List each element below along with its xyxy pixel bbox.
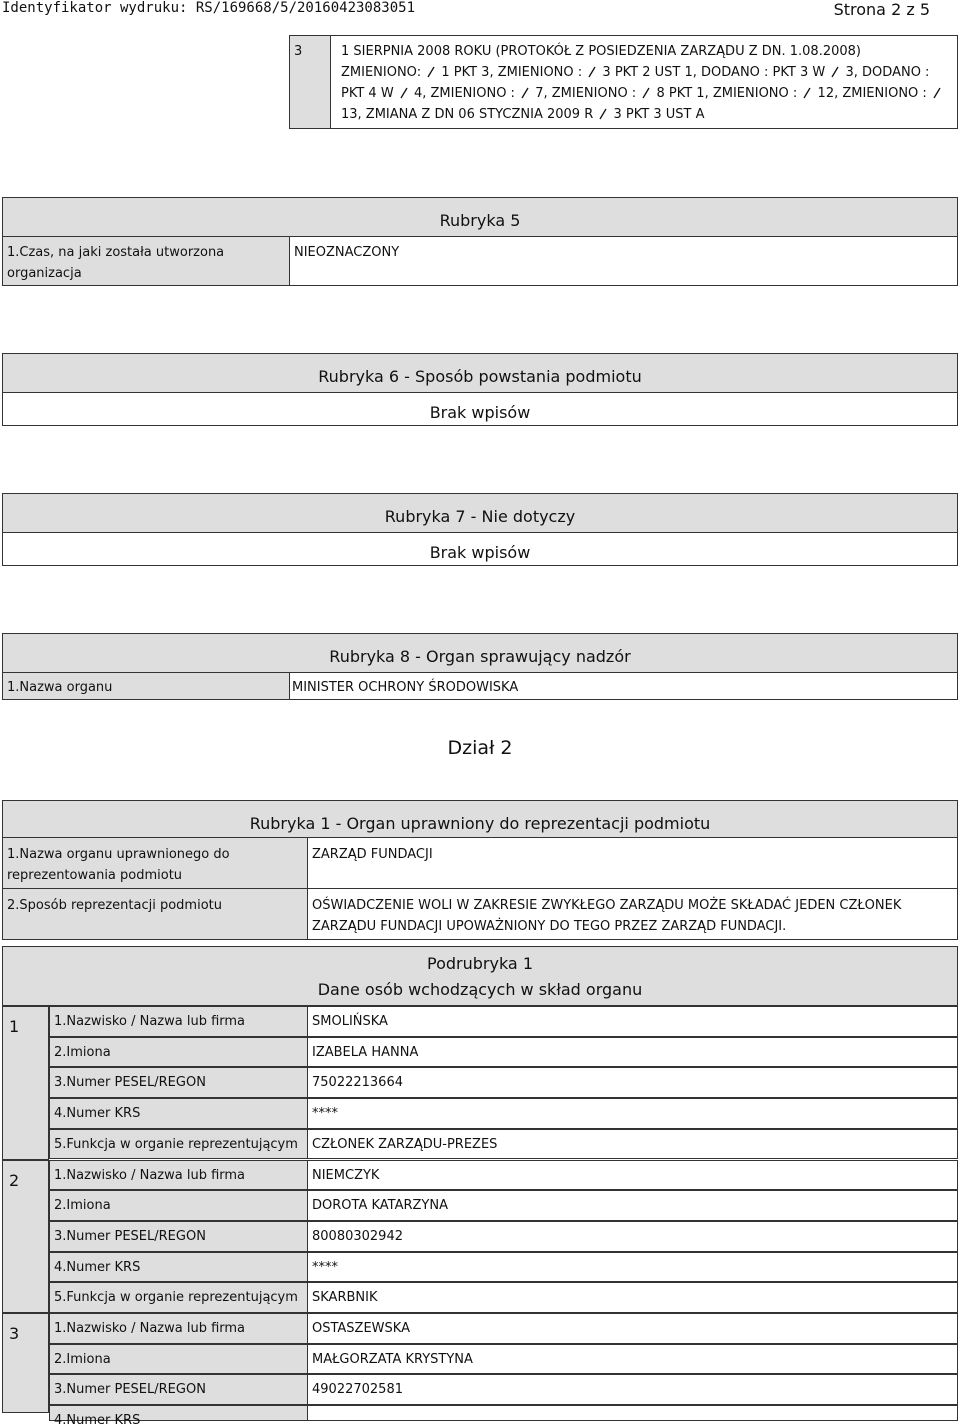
person-field-label: 3.Numer PESEL/REGON: [49, 1067, 308, 1098]
section-sign-icon: [829, 64, 841, 76]
person-field-label: 3.Numer PESEL/REGON: [49, 1221, 308, 1252]
person-field-value: IZABELA HANNA: [307, 1037, 958, 1068]
d2r1-title: Rubryka 1 - Organ uprawniony do reprezentacji podmiotu: [2, 800, 958, 838]
section-sign-icon: [586, 64, 598, 76]
entry-line-3: PKT 4 W 4, ZMIENIONO : 7, ZMIENIONO : 8 PKT 1, ZMIENIONO : 12, ZMIENIONO :: [341, 83, 943, 104]
entry-text: [341, 41, 943, 125]
section-sign-icon: [597, 106, 609, 118]
rubryka7-body: Brak wpisów: [2, 532, 958, 566]
person-number-cell: [2, 1313, 49, 1413]
person-field-label: 3.Numer PESEL/REGON: [49, 1374, 308, 1405]
person-field-value: 75022213664: [307, 1067, 958, 1098]
section-sign-icon: [640, 85, 652, 97]
person-field-label: 2.Imiona: [49, 1344, 308, 1375]
rubryka6-title: Rubryka 6 - Sposób powstania podmiotu: [2, 353, 958, 393]
section-sign-icon: [398, 85, 410, 97]
person-field-label: 4.Numer KRS: [49, 1098, 308, 1129]
rubryka5-value: NIEOZNACZONY: [289, 236, 958, 286]
person-field-label: 4.Numer KRS: [49, 1405, 308, 1421]
person-field-value: SMOLIŃSKA: [307, 1006, 958, 1037]
d2r1-value2: [307, 888, 958, 940]
person-field-value: 80080302942: [307, 1221, 958, 1252]
d2r1-label1: [2, 837, 308, 889]
rubryka8-title: Rubryka 8 - Organ sprawujący nadzór: [2, 633, 958, 673]
entry-line-2: ZMIENIONO: 1 PKT 3, ZMIENIONO : 3 PKT 2 UST 1, DODANO : PKT 3 W 3, DODANO :: [341, 65, 930, 80]
person-field-label: 1.Nazwisko / Nazwa lub firma: [49, 1313, 308, 1344]
person-field-label: 1.Nazwisko / Nazwa lub firma: [49, 1006, 308, 1037]
rubryka8-label: 1.Nazwa organu: [2, 672, 290, 700]
person-field-label: 2.Imiona: [49, 1037, 308, 1068]
podrubryka-subtitle: Dane osób wchodzących w skład organu: [317, 980, 643, 999]
podrubryka-title: Podrubryka 1: [427, 954, 533, 973]
person-number: 3: [9, 1324, 20, 1343]
page-number: Strona 2 z 5: [833, 0, 930, 19]
person-field-value: CZŁONEK ZARZĄDU-PREZES: [307, 1129, 958, 1160]
section-sign-icon: [519, 85, 531, 97]
entry-line-4: 13, ZMIANA Z DN 06 STYCZNIA 2009 R 3 PKT 3 UST A: [341, 107, 705, 122]
person-field-value: DOROTA KATARZYNA: [307, 1190, 958, 1221]
entry-number: 3: [294, 44, 303, 59]
person-field-value: NIEMCZYK: [307, 1160, 958, 1191]
rubryka5-label: [2, 236, 290, 286]
person-field-value: SKARBNIK: [307, 1282, 958, 1313]
rubryka5-label-line2: organizacja: [7, 266, 82, 281]
rubryka5-title: Rubryka 5: [2, 197, 958, 237]
person-field-label: 4.Numer KRS: [49, 1252, 308, 1283]
d2r1-label2: 2.Sposób reprezentacji podmiotu: [2, 888, 308, 940]
podrubryka-header: [2, 946, 958, 1006]
d2r1-label1-line2: reprezentowania podmiotu: [7, 868, 183, 883]
person-number: 2: [9, 1170, 20, 1190]
d2r1-value2-line1: OŚWIADCZENIE WOLI W ZAKRESIE ZWYKŁEGO ZARZĄDU MOŻE SKŁADAĆ JEDEN CZŁONEK: [312, 898, 902, 913]
person-field-value: OSTASZEWSKA: [307, 1313, 958, 1344]
person-number-cell: [2, 1006, 49, 1160]
section-heading: Dział 2: [447, 737, 513, 759]
person-field-value: ****: [307, 1252, 958, 1283]
section-sign-icon: [425, 64, 437, 76]
print-identifier: Identyfikator wydruku: RS/169668/5/20160423083051: [2, 0, 416, 16]
person-field-value: [307, 1405, 958, 1421]
section-sign-icon: [801, 85, 813, 97]
rubryka5-label-line1: 1.Czas, na jaki została utworzona: [7, 245, 225, 260]
person-field-label: 2.Imiona: [49, 1190, 308, 1221]
person-field-label: 1.Nazwisko / Nazwa lub firma: [49, 1160, 308, 1191]
section-sign-icon: [931, 85, 943, 97]
entry-line-1: 1 SIERPNIA 2008 ROKU (PROTOKÓŁ Z POSIEDZENIA ZARZĄDU Z DN. 1.08.2008): [341, 44, 861, 59]
d2r1-value1: ZARZĄD FUNDACJI: [307, 837, 958, 889]
person-number-cell: [2, 1160, 49, 1314]
person-number: 1: [9, 1017, 20, 1036]
entry-number-cell: [289, 35, 331, 129]
person-field-value: 49022702581: [307, 1374, 958, 1405]
person-field-value: ****: [307, 1098, 958, 1129]
rubryka6-body: Brak wpisów: [2, 392, 958, 426]
person-field-value: MAŁGORZATA KRYSTYNA: [307, 1344, 958, 1375]
d2r1-value2-line2: ZARZĄDU FUNDACJI UPOWAŻNIONY DO TEGO PRZEZ ZARZĄD FUNDACJI.: [312, 919, 787, 934]
person-field-label: 5.Funkcja w organie reprezentującym: [49, 1282, 308, 1313]
rubryka7-title: Rubryka 7 - Nie dotyczy: [2, 493, 958, 533]
d2r1-label1-line1: 1.Nazwa organu uprawnionego do: [7, 847, 230, 862]
rubryka8-value: MINISTER OCHRONY ŚRODOWISKA: [289, 672, 958, 700]
entry-text-cell: [330, 35, 958, 129]
person-field-label: 5.Funkcja w organie reprezentującym: [49, 1129, 308, 1160]
